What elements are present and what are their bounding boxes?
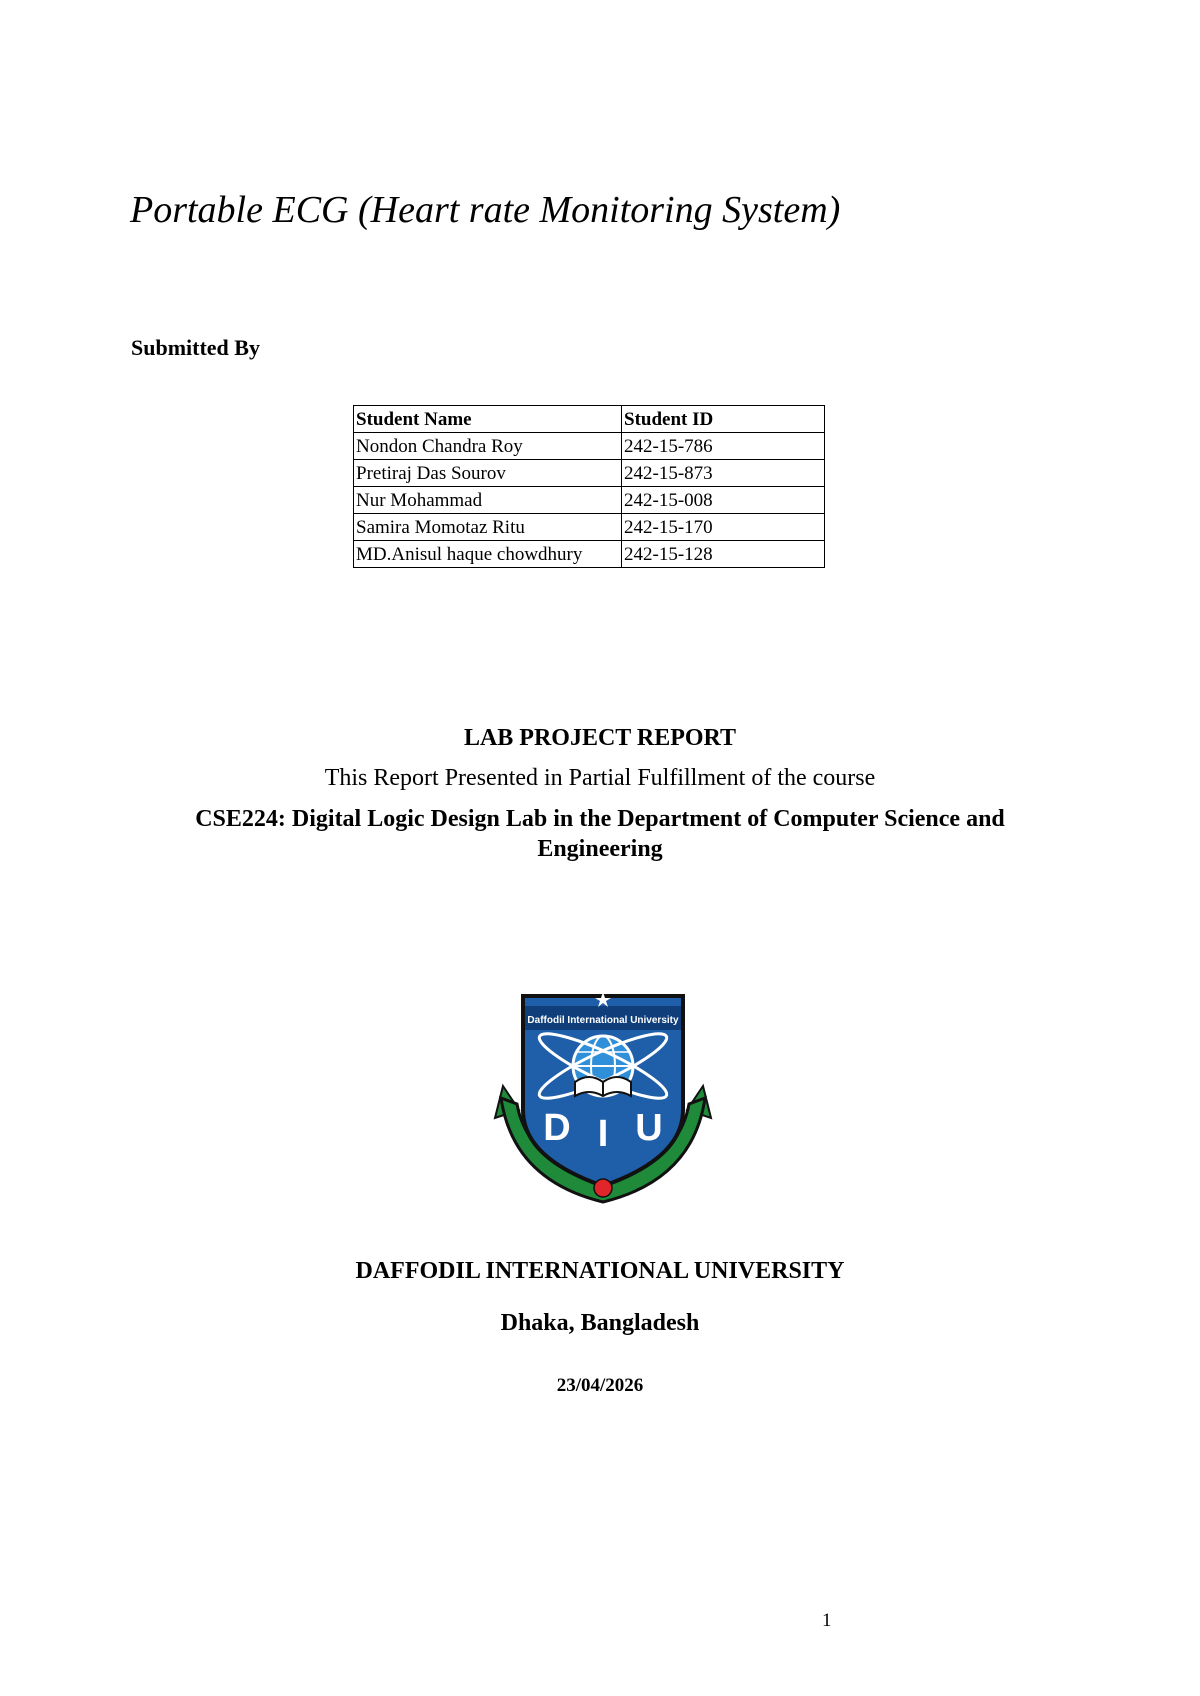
university-name: DAFFODIL INTERNATIONAL UNIVERSITY xyxy=(355,1258,845,1284)
course-text: CSE224: Digital Logic Design Lab in the Department of Computer Science and Engineering xyxy=(195,806,1005,862)
university-location: Dhaka, Bangladesh xyxy=(500,1310,700,1336)
student-id-cell: 242-15-786 xyxy=(622,433,825,460)
header-student-id: Student ID xyxy=(622,406,825,433)
course-title xyxy=(0,804,1200,864)
student-id-cell: 242-15-170 xyxy=(622,514,825,541)
diu-crest-icon xyxy=(493,990,713,1212)
table-row xyxy=(354,541,825,568)
student-id-cell: 242-15-128 xyxy=(622,541,825,568)
student-name-cell: Nondon Chandra Roy xyxy=(354,433,622,460)
crest-letter-i: I xyxy=(597,1113,609,1155)
student-name-cell: Nur Mohammad xyxy=(354,487,622,514)
student-id-cell: 242-15-873 xyxy=(622,460,825,487)
submitted-by-label: Submitted By xyxy=(131,335,260,360)
page-number: 1 xyxy=(822,1610,832,1631)
table-row xyxy=(354,433,825,460)
student-name-cell: Pretiraj Das Sourov xyxy=(354,460,622,487)
submission-date: 23/04/2026 xyxy=(556,1375,644,1396)
crest-letter-u: U xyxy=(635,1107,663,1149)
student-name-cell: Samira Momotaz Ritu xyxy=(354,514,622,541)
student-name-cell: MD.Anisul haque chowdhury xyxy=(354,541,622,568)
report-subheading: This Report Presented in Partial Fulfillment of the course xyxy=(324,765,876,791)
student-id-cell: 242-15-008 xyxy=(622,487,825,514)
students-table xyxy=(353,405,825,568)
report-heading: LAB PROJECT REPORT xyxy=(463,725,737,751)
crest-banner-text: Daffodil International University xyxy=(527,1015,679,1026)
table-header-row xyxy=(354,406,825,433)
table-row xyxy=(354,460,825,487)
document-title: Portable ECG (Heart rate Monitoring System) xyxy=(130,189,841,231)
header-student-name: Student Name xyxy=(354,406,622,433)
crest-letter-d: D xyxy=(543,1107,571,1149)
table-row xyxy=(354,487,825,514)
table-row xyxy=(354,514,825,541)
